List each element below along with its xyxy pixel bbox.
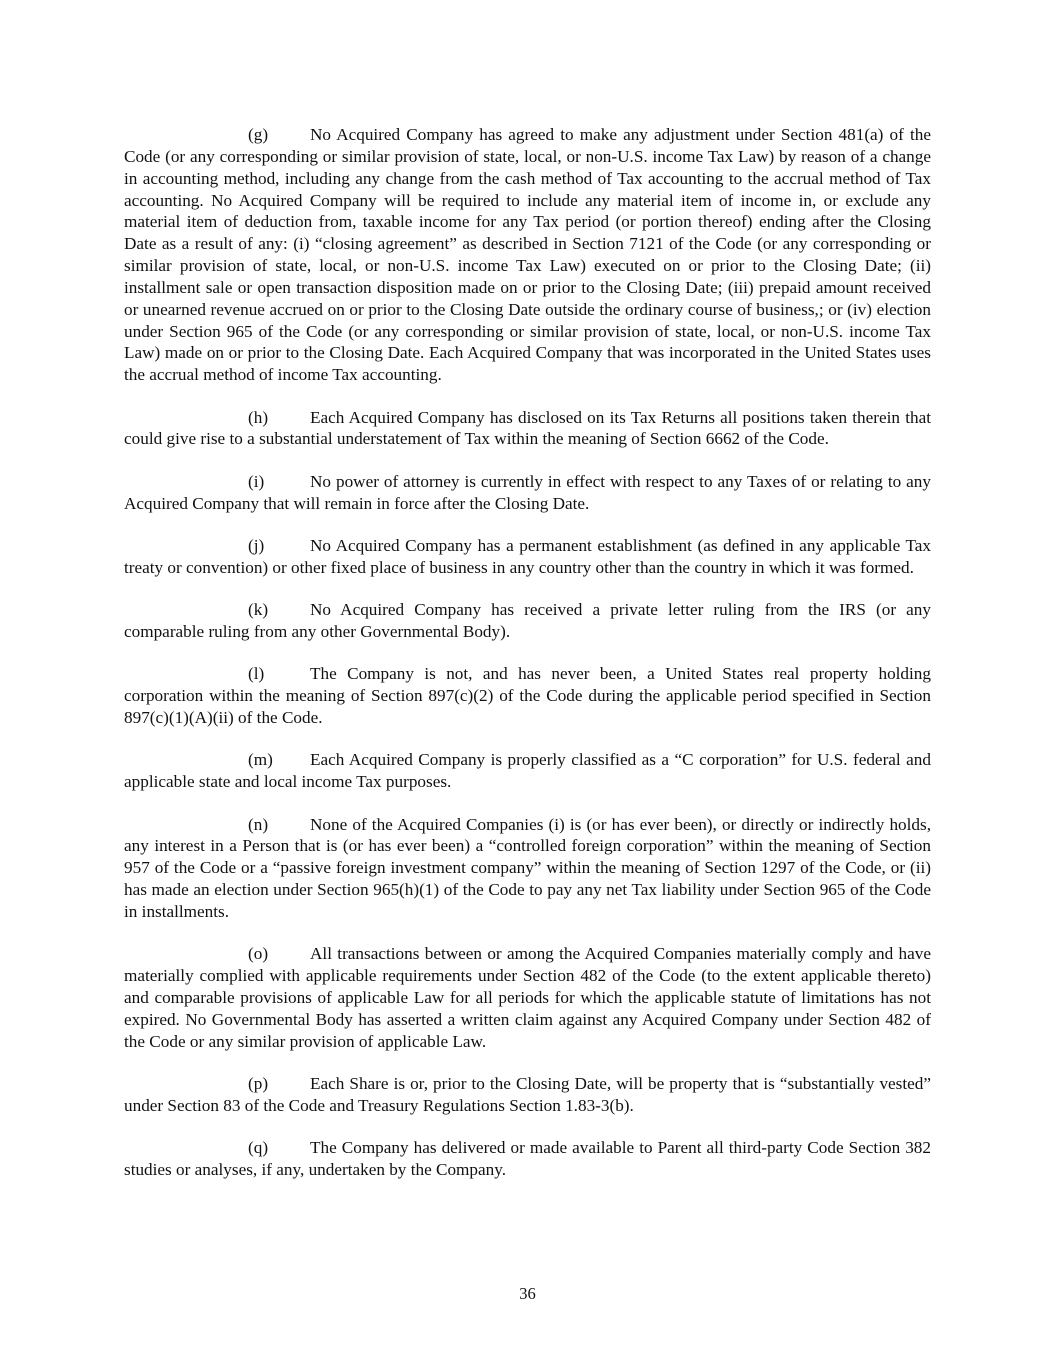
paragraph-label: (o) [248, 944, 269, 964]
paragraph-label: (p) [248, 1074, 269, 1094]
paragraph-h [124, 407, 931, 451]
paragraph-text: All transactions between or among the Acquired Companies materially comply and have materially complied with applicable requirements under Section 482 of the Code (to the extent applicable thereto) and comparable provisions of applicable Law for all periods for which the applicable statute of limitations has not expired. No Governmental Body has asserted a written claim against any Acquired Company under Section 482 of the Code or any similar provision of applicable Law. [124, 944, 931, 1051]
paragraph-k [124, 599, 931, 643]
paragraph-p [124, 1073, 931, 1117]
paragraph-text: No Acquired Company has received a private letter ruling from the IRS (or any comparable ruling from any other Governmental Body). [124, 600, 931, 642]
paragraph-n [124, 814, 931, 923]
paragraph-label: (k) [248, 600, 269, 620]
paragraph-label: (m) [248, 750, 273, 770]
paragraph-label: (l) [248, 664, 265, 684]
paragraph-text: The Company is not, and has never been, a United States real property holding corporation within the meaning of Section 897(c)(2) of the Code during the applicable period specified in Section 897(c)(1)(A)(ii) of the Code. [124, 664, 931, 728]
paragraph-m [124, 749, 931, 793]
paragraph-j [124, 535, 931, 579]
page-number: 36 [519, 1284, 536, 1303]
document-body [124, 124, 931, 1201]
paragraph-label: (q) [248, 1138, 269, 1158]
paragraph-text: None of the Acquired Companies (i) is (or has ever been), or directly or indirectly holds, any interest in a Person that is (or has ever been) a “controlled foreign corporation” within the meaning of Section 957 of the Code or a “passive foreign investment company” within the meaning of Section 1297 of the Code, or (ii) has made an election under Section 965(h)(1) of the Code to pay any net Tax liability under Section 965 of the Code in installments. [124, 814, 931, 921]
paragraph-text: The Company has delivered or made available to Parent all third-party Code Section 382 studies or analyses, if any, undertaken by the Company. [124, 1138, 931, 1180]
paragraph-l [124, 663, 931, 729]
paragraph-text: Each Acquired Company has disclosed on its Tax Returns all positions taken therein that could give rise to a substantial understatement of Tax within the meaning of Section 6662 of the Code. [124, 407, 931, 449]
paragraph-o [124, 943, 931, 1052]
paragraph-g [124, 124, 931, 386]
paragraph-text: No power of attorney is currently in effect with respect to any Taxes of or relating to any Acquired Company that will remain in force after the Closing Date. [124, 471, 931, 513]
paragraph-i [124, 471, 931, 515]
paragraph-text: No Acquired Company has agreed to make any adjustment under Section 481(a) of the Code (or any corresponding or similar provision of state, local, or non-U.S. income Tax Law) by reason of a change in accounting method, including any change from the cash method of Tax accounting to the accrual method of Tax accounting. No Acquired Company will be required to include any material item of income in, or exclude any material item of deduction from, taxable income for any Tax period (or portion thereof) ending after the Closing Date as a result of any: (i) “closing agreement” as described in Section 7121 of the Code (or any corresponding or similar provision of state, local, or non-U.S. income Tax Law) executed on or prior to the Closing Date; (ii) installment sale or open transaction disposition made on or prior to the Closing Date; (iii) prepaid amount received or unearned revenue accrued on or prior to the Closing Date outside the ordinary course of business,; or (iv) election under Section 965 of the Code (or any corresponding or similar provision of state, local, or non-U.S. income Tax Law) made on or prior to the Closing Date. Each Acquired Company that was incorporated in the United States uses the accrual method of income Tax accounting. [124, 125, 931, 385]
paragraph-label: (h) [248, 407, 269, 427]
paragraph-text: Each Share is or, prior to the Closing Date, will be property that is “substantially vested” under Section 83 of the Code and Treasury Regulations Section 1.83-3(b). [124, 1074, 931, 1115]
paragraph-label: (g) [248, 125, 269, 144]
paragraph-text: No Acquired Company has a permanent establishment (as defined in any applicable Tax treaty or convention) or other fixed place of business in any country other than the country in which it was formed. [124, 536, 931, 577]
paragraph-q [124, 1137, 931, 1181]
paragraph-label: (j) [248, 536, 265, 555]
paragraph-text: Each Acquired Company is properly classified as a “C corporation” for U.S. federal and applicable state and local income Tax purposes. [124, 750, 931, 792]
paragraph-label: (n) [248, 814, 269, 834]
paragraph-label: (i) [248, 471, 265, 491]
